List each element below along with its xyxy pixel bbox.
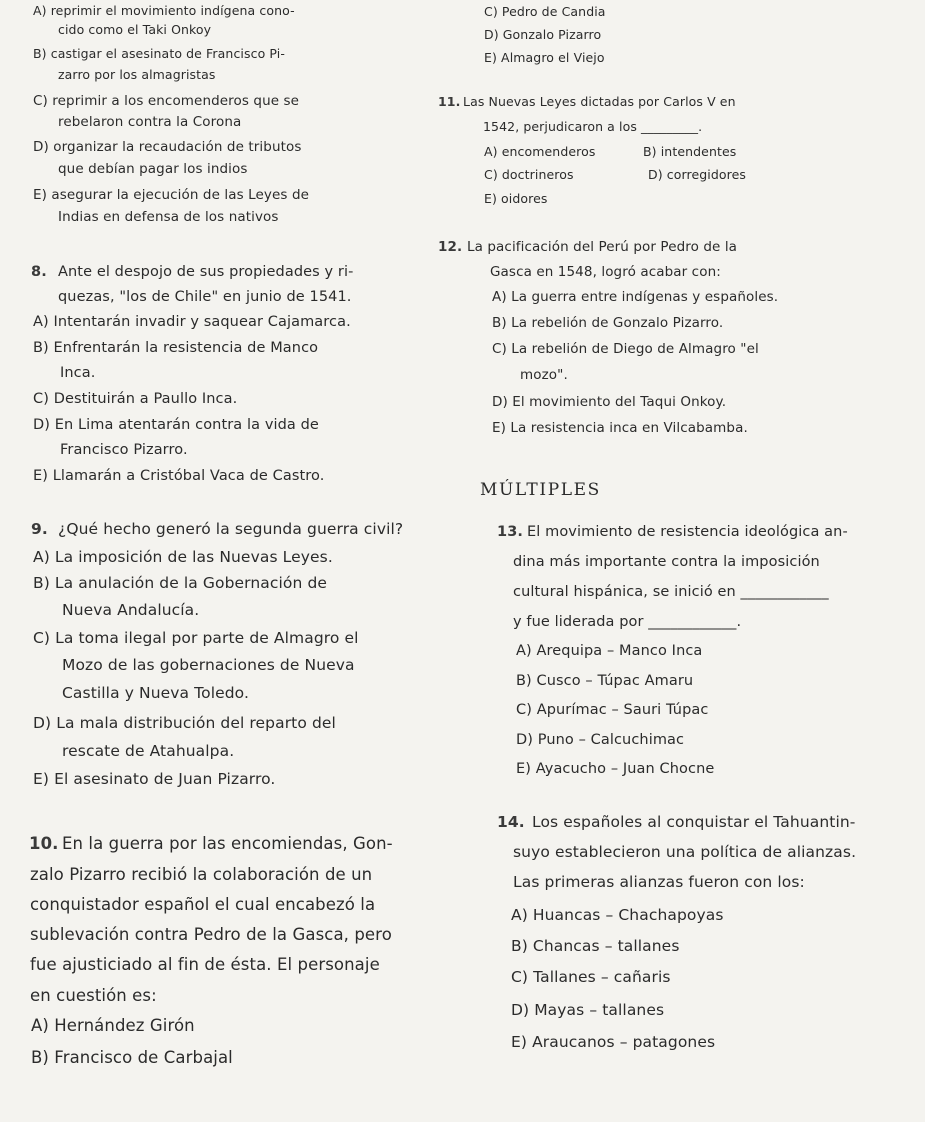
q10-option-a: A) Hernández Girón [31,1016,195,1035]
q9-option-a: A) La imposición de las Nuevas Leyes. [33,548,333,566]
q7-option-d-right: D) Gonzalo Pizarro [484,27,602,42]
q7-option-a: A) reprimir el movimiento indígena cono- [33,3,295,18]
q9-option-b-cont: Nueva Andalucía. [62,601,200,619]
q12-option-a: A) La guerra entre indígenas y españoles. [492,289,779,305]
q13-option-b: B) Cusco – Túpac Amaru [516,673,694,689]
q13-stem-line1: El movimiento de resistencia ideológica an- [527,524,848,540]
q10-stem-line2: zalo Pizarro recibió la colaboración de un [30,865,373,884]
q13-stem-line4: y fue liderada por ____________. [513,614,742,630]
q11-option-a: A) encomenderos [484,144,596,159]
q14-option-d: D) Mayas – tallanes [511,1001,665,1019]
q11-option-d: D) corregidores [648,167,747,182]
q8-option-e: E) Llamarán a Cristóbal Vaca de Castro. [33,468,325,484]
q8-option-b: B) Enfrentarán la resistencia de Manco [33,340,319,356]
q7-option-c-right: C) Pedro de Candia [484,4,606,19]
q12-option-e: E) La resistencia inca en Vilcabamba. [492,420,748,436]
q14-stem-line3: Las primeras alianzas fueron con los: [513,873,805,891]
q10-stem-line4: sublevación contra Pedro de la Gasca, pero [30,925,392,944]
q12-option-c-cont: mozo". [520,367,568,383]
q8-option-b-cont: Inca. [60,365,96,381]
q11-number: 11. [438,94,461,109]
q8-option-d: D) En Lima atentarán contra la vida de [33,417,319,433]
q7-option-e-right: E) Almagro el Viejo [484,50,605,65]
q13-stem-line2: dina más importante contra la imposición [513,554,820,570]
q14-option-c: C) Tallanes – cañaris [511,968,671,986]
q12-number: 12. [438,239,463,255]
q7-option-e-cont: Indias en defensa de los nativos [58,209,279,225]
q14-number: 14. [497,813,525,831]
q8-option-d-cont: Francisco Pizarro. [60,442,188,458]
q9-option-c: C) La toma ilegal por parte de Almagro el [33,629,359,647]
q14-option-b: B) Chancas – tallanes [511,937,680,955]
q11-option-e: E) oidores [484,191,548,206]
q8-stem-line1: Ante el despojo de sus propiedades y ri- [58,264,354,280]
q9-option-c-cont2: Castilla y Nueva Toledo. [62,684,250,702]
q13-option-a: A) Arequipa – Manco Inca [516,643,703,659]
q7-option-b-cont: zarro por los almagristas [58,67,216,82]
q12-stem-line2: Gasca en 1548, logró acabar con: [490,264,721,280]
q10-number: 10. [29,834,59,853]
q10-stem-line5: fue ajusticiado al fin de ésta. El personaje [30,955,380,974]
q14-option-e: E) Araucanos – patagones [511,1033,716,1051]
q13-number: 13. [497,524,523,540]
q13-option-c: C) Apurímac – Sauri Túpac [516,702,709,718]
q9-stem: ¿Qué hecho generó la segunda guerra civil? [58,520,404,538]
q8-stem-line2: quezas, "los de Chile" en junio de 1541. [58,289,352,305]
q7-option-a-cont: cido como el Taki Onkoy [58,22,212,37]
q12-stem-line1: La pacificación del Perú por Pedro de la [467,239,738,255]
q9-option-d: D) La mala distribución del reparto del [33,714,336,732]
q7-option-c: C) reprimir a los encomenderos que se [33,93,300,109]
q8-option-c: C) Destituirán a Paullo Inca. [33,391,238,407]
q12-option-b: B) La rebelión de Gonzalo Pizarro. [492,315,724,331]
q13-stem-line3: cultural hispánica, se inició en ____________ [513,584,829,600]
q7-option-c-cont: rebelaron contra la Corona [58,114,242,130]
q10-option-b: B) Francisco de Carbajal [31,1048,233,1067]
q9-option-d-cont: rescate de Atahualpa. [62,742,235,760]
q10-stem-line3: conquistador español el cual encabezó la [30,895,376,914]
q13-option-d: D) Puno – Calcuchimac [516,732,685,748]
q7-option-e: E) asegurar la ejecución de las Leyes de [33,187,310,203]
q12-option-c: C) La rebelión de Diego de Almagro "el [492,341,759,357]
q7-option-b: B) castigar el asesinato de Francisco Pi- [33,46,285,61]
section-heading-multiples: MÚLTIPLES [480,480,601,500]
q7-option-d-cont: que debían pagar los indios [58,161,248,177]
q11-stem-line1: Las Nuevas Leyes dictadas por Carlos V en [463,94,736,109]
q11-option-c: C) doctrineros [484,167,574,182]
q7-option-d: D) organizar la recaudación de tributos [33,139,302,155]
q14-stem-line1: Los españoles al conquistar el Tahuantin- [532,813,856,831]
q8-option-a: A) Intentarán invadir y saquear Cajamarca. [33,314,351,330]
q9-option-e: E) El asesinato de Juan Pizarro. [33,770,276,788]
q9-option-b: B) La anulación de la Gobernación de [33,574,328,592]
q8-number: 8. [31,264,47,280]
q10-stem-line6: en cuestión es: [30,986,157,1005]
q13-option-e: E) Ayacucho – Juan Chocne [516,761,715,777]
q12-option-d: D) El movimiento del Taqui Onkoy. [492,394,727,410]
q9-option-c-cont: Mozo de las gobernaciones de Nueva [62,656,355,674]
q11-stem-line2: 1542, perjudicaron a los _________. [483,119,703,134]
q10-stem-line1: En la guerra por las encomiendas, Gon- [62,834,393,853]
q14-stem-line2: suyo establecieron una política de alianzas. [513,843,857,861]
q14-option-a: A) Huancas – Chachapoyas [511,906,724,924]
q11-option-b: B) intendentes [643,144,737,159]
q9-number: 9. [31,520,48,538]
